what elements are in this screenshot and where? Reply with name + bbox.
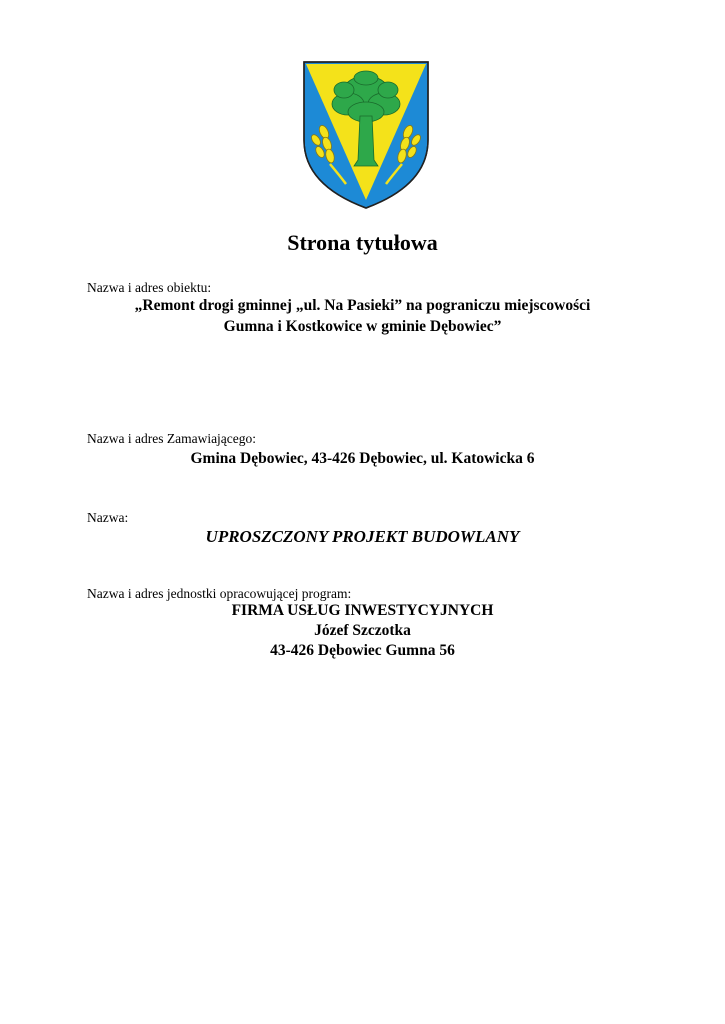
coat-of-arms-icon [300, 60, 432, 210]
contractor-line3: 43-426 Dębowiec Gumna 56 [270, 642, 455, 659]
object-label: Nazwa i adres obiektu: [87, 280, 212, 295]
page-title: Strona tytułowa [287, 230, 438, 255]
client-label: Nazwa i adres Zamawiającego: [87, 431, 257, 446]
contractor-line2: Józef Szczotka [314, 622, 411, 639]
contractor-line1: FIRMA USŁUG INWESTYCYJNYCH [231, 602, 494, 619]
object-name-line2: Gumna i Kostkowice w gminie Dębowiec” [223, 318, 502, 335]
object-name-line1: „Remont drogi gminnej „ul. Na Pasieki” na pograniczu miejscowości [134, 297, 591, 314]
contractor-label: Nazwa i adres jednostki opracowującej program: [87, 586, 352, 601]
client-value: Gmina Dębowiec, 43-426 Dębowiec, ul. Katowicka 6 [190, 450, 535, 467]
project-name: UPROSZCZONY PROJEKT BUDOWLANY [205, 527, 520, 546]
name-label: Nazwa: [87, 510, 129, 525]
